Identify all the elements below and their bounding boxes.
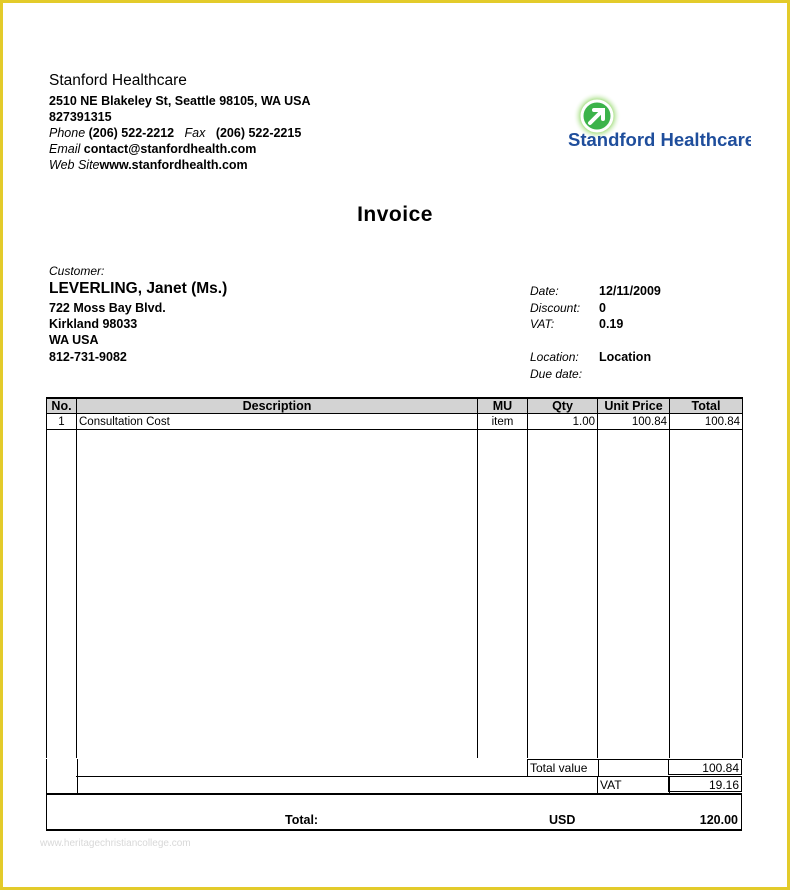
invoice-items-table xyxy=(46,397,743,758)
customer-country: WA USA xyxy=(49,333,99,347)
phone-value: (206) 522-2212 xyxy=(88,126,175,140)
vat-amount-label: VAT xyxy=(597,776,670,794)
email-value: contact@stanfordhealth.com xyxy=(83,142,257,156)
cell-mu: item xyxy=(478,414,528,430)
company-logo xyxy=(566,93,751,157)
header-unit-price: Unit Price xyxy=(598,398,670,414)
company-name: Stanford Healthcare xyxy=(49,72,187,89)
discount-value: 0 xyxy=(599,301,606,315)
vat-rate-label: VAT: xyxy=(530,317,555,331)
total-value: 100.84 xyxy=(668,759,742,775)
table-row xyxy=(47,414,743,430)
customer-phone: 812-731-9082 xyxy=(49,350,127,364)
total-value-label: Total value xyxy=(527,759,599,777)
company-email-line xyxy=(49,142,256,156)
company-web-line xyxy=(49,158,248,172)
vat-rate-value: 0.19 xyxy=(599,317,624,331)
header-mu: MU xyxy=(478,398,528,414)
discount-label: Discount: xyxy=(530,301,581,315)
customer-street: 722 Moss Bay Blvd. xyxy=(49,301,166,315)
company-address: 2510 NE Blakeley St, Seattle 98105, WA USA xyxy=(49,94,311,108)
customer-name: LEVERLING, Janet (Ms.) xyxy=(49,280,228,297)
cell-qty: 1.00 xyxy=(528,414,598,430)
cell-description: Consultation Cost xyxy=(77,414,478,430)
company-phone-line xyxy=(49,126,301,140)
date-label: Date: xyxy=(530,284,559,298)
header-no: No. xyxy=(47,398,77,414)
vat-amount: 19.16 xyxy=(668,776,742,792)
table-empty-area xyxy=(47,430,743,759)
watermark: www.heritagechristiancollege.com xyxy=(40,838,191,849)
fax-label: Fax xyxy=(184,126,206,140)
subtotal-area xyxy=(46,759,742,795)
header-qty: Qty xyxy=(528,398,598,414)
logo-text: Standford Healthcare xyxy=(568,129,751,150)
fax-value: (206) 522-2215 xyxy=(215,126,302,140)
customer-label: Customer: xyxy=(49,264,105,278)
cell-total: 100.84 xyxy=(670,414,743,430)
header-description: Description xyxy=(77,398,478,414)
web-value: www.stanfordhealth.com xyxy=(99,158,248,172)
currency: USD xyxy=(549,813,576,827)
due-date-label: Due date: xyxy=(530,367,583,381)
date-value: 12/11/2009 xyxy=(599,284,661,298)
phone-label: Phone xyxy=(49,126,86,140)
email-label: Email xyxy=(49,142,81,156)
grand-total-value: 120.00 xyxy=(699,813,738,827)
web-label: Web Site xyxy=(49,158,100,172)
grand-total-bar xyxy=(46,793,742,831)
page-title: Invoice xyxy=(357,203,433,226)
header-total: Total xyxy=(670,398,743,414)
cell-unit-price: 100.84 xyxy=(598,414,670,430)
location-value: Location xyxy=(599,350,652,364)
cell-no: 1 xyxy=(47,414,77,430)
location-label: Location: xyxy=(530,350,579,364)
table-header-row xyxy=(47,398,743,414)
grand-total-label: Total: xyxy=(285,813,319,827)
company-reg-no: 827391315 xyxy=(49,110,112,124)
customer-city: Kirkland 98033 xyxy=(49,317,138,331)
